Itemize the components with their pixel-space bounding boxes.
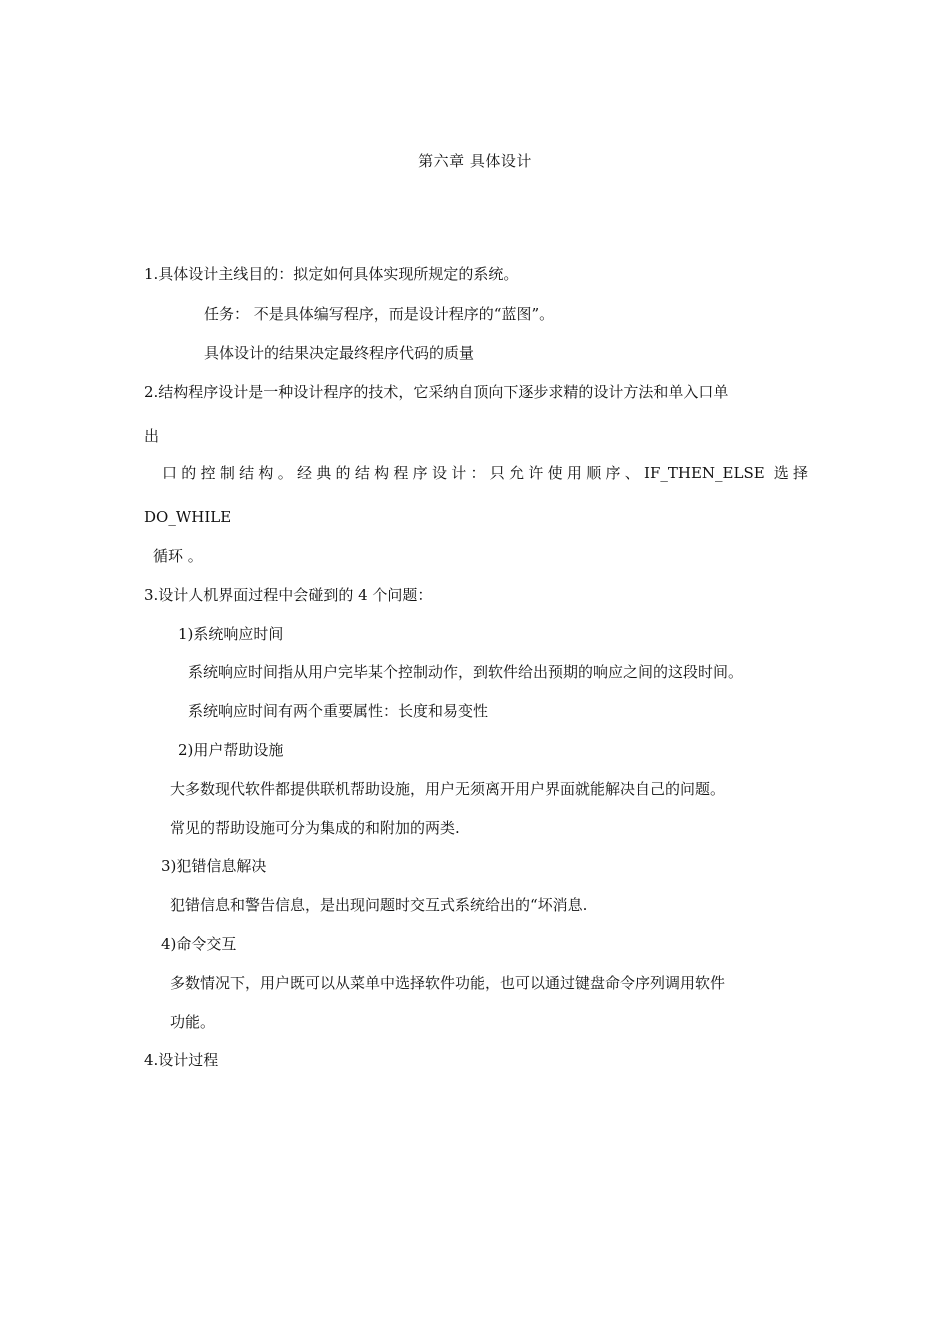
item-2-do-while: DO_WHILE [144, 508, 232, 526]
item-1-heading: 1.具体设计主线目的：拟定如何具体实现所规定的系统。 [144, 265, 519, 283]
item-4-heading: 4.设计过程 [144, 1051, 219, 1069]
item-3-heading: 3.设计人机界面过程中会碰到的 4 个问题： [144, 586, 433, 604]
subitem-error-handling: 3)犯错信息解决 [161, 857, 267, 875]
subitem-help-facilities: 2)用户帮助设施 [178, 741, 284, 759]
response-time-definition: 系统响应时间指从用户完毕某个控制动作，到软件给出预期的响应之间的这段时间。 [188, 663, 744, 681]
item-1-result: 具体设计的结果决定最终程序代码的质量 [204, 344, 475, 362]
item-2-heading: 2.结构程序设计是一种设计程序的技术，它采纳自顶向下逐步求精的设计方法和单入口单 [144, 383, 729, 401]
chapter-title: 第六章 具体设计 [418, 152, 532, 170]
item-2-loop: 循环 。 [153, 547, 203, 565]
subitem-command-interaction: 4)命令交互 [161, 935, 237, 953]
command-interaction-continuation: 功能。 [170, 1013, 216, 1031]
error-handling-description: 犯错信息和警告信息，是出现问题时交互式系统给出的“坏消息. [170, 896, 588, 914]
response-time-attributes: 系统响应时间有两个重要属性：长度和易变性 [188, 702, 489, 720]
help-facilities-description: 大多数现代软件都提供联机帮助设施，用户无须离开用户界面就能解决自己的问题。 [170, 780, 726, 798]
subitem-response-time: 1)系统响应时间 [178, 625, 284, 643]
item-1-task: 任务： 不是具体编写程序，而是设计程序的“蓝图”。 [204, 305, 555, 323]
item-2-continuation: 出 [144, 427, 160, 445]
command-interaction-description: 多数情况下，用户既可以从菜单中选择软件功能，也可以通过键盘命令序列调用软件 [170, 974, 726, 992]
item-2-control-structure: 口的控制结构。经典的结构程序设计：只允许使用顺序、IF_THEN_ELSE 选择 [162, 464, 808, 482]
help-facilities-types: 常见的帮助设施可分为集成的和附加的两类. [170, 819, 460, 837]
